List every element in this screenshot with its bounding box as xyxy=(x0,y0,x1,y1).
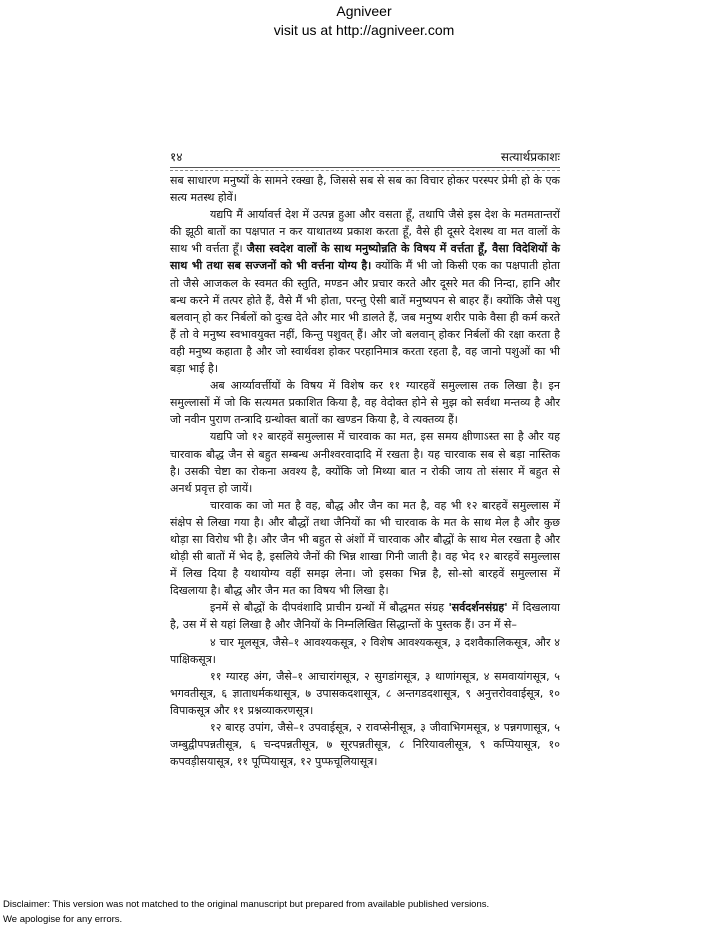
site-header xyxy=(0,2,728,40)
paragraph-3: अब आर्य्यावर्त्तीयों के विषय में विशेष कर ११ ग्यारहवें समुल्लास तक लिखा है। इन समुल्लासों में जो कि सत्यमत प्रकाशित किया है, वह वेदोक्त होने से मुझ को सर्वथा मन्तव्य है और जो नवीन पुराण तन्त्रादि ग्रन्थोक्त बातों का खण्डन किया है, वे त्यक्तव्य हैं। xyxy=(170,379,560,427)
page-body xyxy=(170,172,560,770)
site-title: Agniveer xyxy=(336,3,392,19)
paragraph-4: यद्यपि जो १२ बारहवें समुल्लास में चारवाक का मत, इस समय क्षीणाऽस्त सा है और यह चारवाक बौद्ध जैन से बहुत सम्बन्ध अनीश्वरवादादि में रखता है। यह चारवाक सब से बड़ा नास्तिक है। उसकी चेष्टा का रोकना अवश्य है, क्योंकि जो मिथ्या बात न रोकी जाय तो संसार में बहुत से अनर्थ प्रवृत्त हो जायें। xyxy=(170,430,560,495)
header-rule xyxy=(170,167,560,168)
paragraph-6: इनमें से बौद्धों के दीपवंशादि प्राचीन ग्रन्थों में बौद्धमत संग्रह 'सर्वदर्शनसंग्रह' में दिखलाया है, उस में से यहां लिखा है और जैनियों के निम्नलिखित सिद्धान्तों के पुस्तक हैं। उन में से– xyxy=(170,601,560,632)
paragraph-5: चारवाक का जो मत है वह, बौद्ध और जैन का मत है, वह भी १२ बारहवें समुल्लास में संक्षेप से लिखा गया है। और बौद्धों तथा जैनियों का भी चारवाक के मत के साथ मेल है और कुछ थोड़ा सा विरोध भी है। और जैन भी बहुत से अंशों में चारवाक और बौद्धों के साथ मेल रखता है और थोड़ी सी बातों में भेद है, इसलिये जैनों की भिन्न शाखा गिनी जाती है। वह भेद १२ बारहवें समुल्लास में लिख दिया है यथायोग्य वहीं समझ लेना। जो इसका भिन्न है, सो-सो बारहवें समुल्लास में दिखलाया है। बौद्ध और जैन मत का विषय भी लिखा है। xyxy=(170,498,560,598)
paragraph-1: सब साधारण मनुष्यों के सामने रक्खा है, जिससे सब से सब का विचार होकर परस्पर प्रेमी हो के एक सत्य मतस्थ होवें। xyxy=(170,174,560,205)
page-number: १४ xyxy=(170,150,183,164)
list-mulasutra: ४ चार मूलसूत्र, जैसे–१ आवश्यकसूत्र, २ विशेष आवश्यकसूत्र, ३ दशवैकालिकसूत्र, और ४ पाक्षिकसूत्र। xyxy=(170,635,560,666)
disclaimer-footer xyxy=(3,897,703,927)
list-upanga: १२ बारह उपांग, जैसे–१ उपवाईसूत्र, २ रावप्सेनीसूत्र, ३ जीवाभिगमसूत्र, ४ पन्नगणासूत्र, ५ जम्बुद्वीपपन्नतीसूत्र, ६ चन्दपन्नतीसूत्र, ७ सूरपन्नतीसूत्र, ८ निरियावलीसूत्र, ९ कप्पियासूत्र, १० कपवड़ीसयासूत्र, ११ पूप्पियासूत्र, १२ पुप्फचूलियासूत्र। xyxy=(170,721,560,769)
bold-book-name: 'सर्वदर्शनसंग्रह' xyxy=(448,601,508,615)
list-anga: ११ ग्यारह अंग, जैसे–१ आचारांगसूत्र, २ सुगडांगसूत्र, ३ थाणांगसूत्र, ४ समवायांगसूत्र, ५ भगवतीसूत्र, ६ ज्ञाताधर्मकथासूत्र, ७ उपासकदशासूत्र, ८ अन्तगडदशासूत्र, ९ अनुत्तरोववाईसूत्र, १० विपाकसूत्र और ११ प्रश्नव्याकरणसूत्र। xyxy=(170,669,560,717)
paragraph-2: यद्यपि मैं आर्यावर्त्त देश में उत्पन्न हुआ और वसता हूँ, तथापि जैसे इस देश के मतमतान्तरों की झूठी बातों का पक्षपात न कर याथातथ्य प्रकाश करता हूँ, वैसे ही दूसरे देशस्थ वा मत वालों के साथ भी वर्त्तता हूँ। जैसा स्वदेश वालों के साथ मनुष्योन्नति के विषय में वर्त्तता हूँ, वैसा विदेशियों के साथ भी तथा सब सज्जनों को भी वर्त्तना योग्य है। क्योंकि मैं भी जो किसी एक का पक्षपाती होता तो जैसे आजकल के स्वमत की स्तुति, मण्डन और प्रचार करते और दूसरे मत की निन्दा, हानि और बन्ध करने में तत्पर होते हैं, वैसे मैं भी होता, परन्तु ऐसी बातें मनुष्यपन से बाहर हैं। क्योंकि जैसे पशु बलवान् हो कर निर्बलों को दुःख देते और मार भी डालते हैं, जब मनुष्य शरीर पाके वैसा ही कर्म करते हैं तो वे मनुष्य स्वभावयुक्त नहीं, किन्तु पशुवत् हैं। और जो बलवान् होकर निर्बलों की रक्षा करता है वही मनुष्य कहाता है और जो स्वार्थवश होकर परहानिमात्र करता रहता है, वह जानो पशुओं का भी बड़ा भाई है। xyxy=(170,208,561,376)
bold-passage: जैसा स्वदेश वालों के साथ मनुष्योन्नति के विषय में वर्त्तता हूँ, वैसा विदेशियों के साथ भी तथा सब सज्जनों को भी वर्त्तना योग्य है। xyxy=(170,242,561,273)
running-head xyxy=(170,148,560,166)
site-url[interactable]: visit us at http://agniveer.com xyxy=(273,22,455,38)
apology-line: We apologise for any errors. xyxy=(3,914,123,925)
disclaimer-line: Disclaimer: This version was not matched to the original manuscript but prepared from available published versions. xyxy=(3,899,490,910)
header-rule-dashed xyxy=(170,170,560,171)
book-title: सत्यार्थप्रकाशः xyxy=(500,150,560,164)
